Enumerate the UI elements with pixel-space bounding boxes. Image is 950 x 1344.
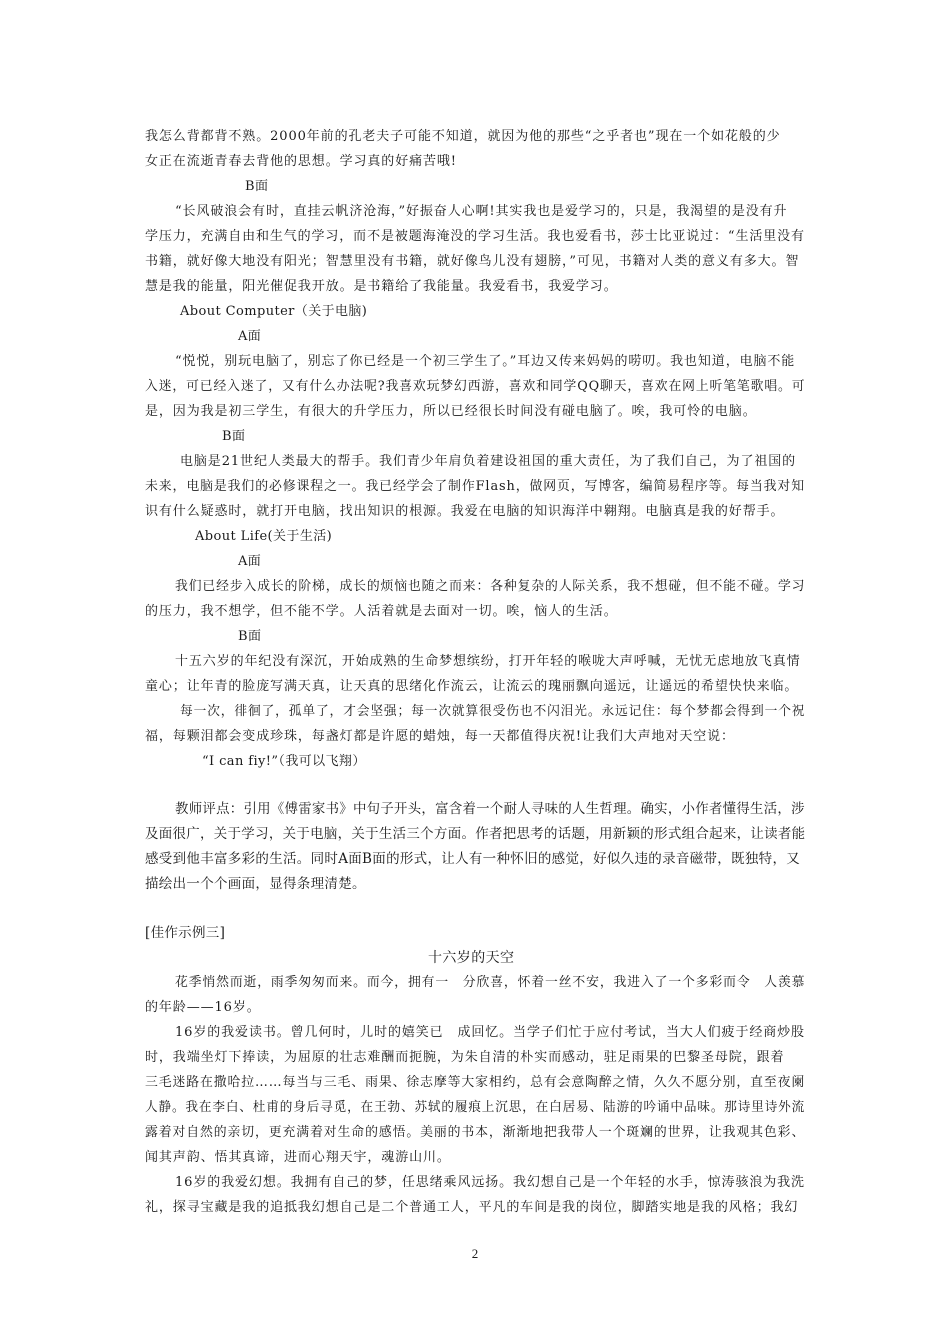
text-line: 慧是我的能量，阳光催促我开放。是书籍给了我能量。我爱看书，我爱学习。 [145,279,618,294]
text-line: 书籍，就好像大地没有阳光；智慧里没有书籍，就好像鸟儿没有翅膀，”可见，书籍对人类的意义有多大。智 [145,254,800,269]
section-label: B面 [222,429,246,444]
text-line: 人静。我在李白、杜甫的身后寻觅，在王勃、苏轼的履痕上沉思，在白居易、陆游的吟诵中品味。那诗里诗外流 [145,1100,806,1115]
text-line: 三毛迷路在撒哈拉……每当与三毛、雨果、徐志摩等大家相约，总有会意陶醉之情，久久不愿分别，直至夜阑 [145,1075,806,1090]
text-line: 十五六岁的年纪没有深沉，开始成熟的生命梦想缤纷，打开年轻的喉咙大声呼喊，无忧无虑地放飞真情 [175,654,801,669]
text-line: 每一次，徘徊了，孤单了，才会坚强；每一次就算很受伤也不闪泪光。永远记住：每个梦都会得到一个祝 [180,704,806,719]
teacher-comment: 描绘出一个个画面，显得条理清楚。 [145,876,366,892]
text-line: 的年龄——16岁。 [145,1000,261,1015]
teacher-comment: 及面很广，关于学习，关于电脑，关于生活三个方面。作者把思考的话题，用新颖的形式组合起来，让读者能 [145,826,806,842]
quote-line: “I can fiy!”（我可以飞翔） [202,754,366,769]
essay-title: 十六岁的天空 [428,950,515,966]
text-line: 时，我端坐灯下捧读，为屈原的壮志难酬而扼腕，为朱自清的朴实而感动，驻足雨果的巴黎圣母院，跟着 [145,1050,785,1065]
text-line: 是，因为我是初三学生，有很大的升学压力，所以已经很长时间没有碰电脑了。唉，我可怜的电脑。 [145,404,757,419]
text-line: 我怎么背都背不熟。2000年前的孔老夫子可能不知道，就因为他的那些“之乎者也”现在一个如花般的少 [145,129,781,144]
section-label: B面 [238,629,262,644]
text-line: 16岁的我爱读书。曾几何时，儿时的嬉笑已 成回忆。当学子们忙于应付考试，当大人们疲于经商炒股 [175,1025,805,1040]
text-line: 礼，探寻宝藏是我的追抵我幻想自己是二个普通工人，平凡的车间是我的岗位，脚踏实地是我的风格；我幻 [145,1200,799,1215]
text-line: 未来，电脑是我们的必修课程之一。我已经学会了制作Flash，做网页，写博客，编简易程序等。每当我对知 [145,479,805,494]
text-line: 福，每颗泪都会变成珍珠，每盏灯都是许愿的蜡烛，每一天都值得庆祝!让我们大声地对天空说： [145,729,735,744]
text-line: 入迷，可已经入迷了，又有什么办法呢?我喜欢玩梦幻西游，喜欢和同学QQ聊天，喜欢在网上听笔笔歌唱。可 [145,379,806,394]
text-line: 闻其声韵、悟其真谛，进而心翔天宇，魂游山川。 [145,1150,451,1165]
section-label: B面 [245,179,269,194]
section-label: A面 [238,554,262,569]
example-heading: [佳作示例三] [145,925,226,941]
text-line: 识有什么疑惑时，就打开电脑，找出知识的根源。我爱在电脑的知识海洋中翱翔。电脑真是我的好帮手。 [145,504,785,519]
section-label: A面 [238,329,262,344]
section-heading: About Life(关于生活) [195,529,333,544]
text-line: “长风破浪会有时，直挂云帆济沧海，”好振奋人心啊!其实我也是爱学习的，只是，我渴望的是没有升 [175,204,788,219]
teacher-comment: 教师评点：引用《傅雷家书》中句子开头，富含着一个耐人寻味的人生哲理。确实，小作者懂得生活，涉 [175,801,805,817]
text-line: 露着对自然的亲切，更充满着对生命的感悟。美丽的书本，渐渐地把我带人一个斑斓的世界，让我观其色彩、 [145,1125,806,1140]
page-number: 2 [471,1246,479,1261]
text-line: 花季悄然而逝，雨季匆匆而来。而今，拥有一 分欣喜，怀着一丝不安，我进入了一个多彩而令 人羡慕 [175,975,806,990]
teacher-comment: 感受到他丰富多彩的生活。同时A面B面的形式，让人有一种怀旧的感觉，好似久违的录音磁带，既独特，又 [145,851,801,867]
text-line: 学压力，充满自由和生气的学习，而不是被题海淹没的学习生活。我也爱看书，莎士比亚说过：“生活里没有 [145,229,805,244]
text-line: 我们已经步入成长的阶梯，成长的烦恼也随之而来：各种复杂的人际关系，我不想碰，但不能不碰。学习 [175,579,806,594]
text-line: 的压力，我不想学，但不能不学。人活着就是去面对一切。唉，恼人的生活。 [145,604,618,619]
text-line: 16岁的我爱幻想。我拥有自己的梦，任思绪乘风远扬。我幻想自己是一个年轻的水手，惊涛骇浪为我洗 [175,1175,805,1190]
text-line: 童心；让年青的脸庞写满天真，让天真的思绪化作流云，让流云的瑰丽飘向遥远，让遥远的希望快快来临。 [145,679,799,694]
text-line: 女正在流逝青春去背他的思想。学习真的好痛苦哦! [145,154,457,169]
text-line: 电脑是21世纪人类最大的帮手。我们青少年肩负着建设祖国的重大责任，为了我们自己，为了祖国的 [180,454,797,469]
section-heading: About Computer（关于电脑) [180,304,368,319]
text-line: “悦悦，别玩电脑了，别忘了你已经是一个初三学生了。”耳边又传来妈妈的唠叨。我也知道，电脑不能 [175,354,796,369]
